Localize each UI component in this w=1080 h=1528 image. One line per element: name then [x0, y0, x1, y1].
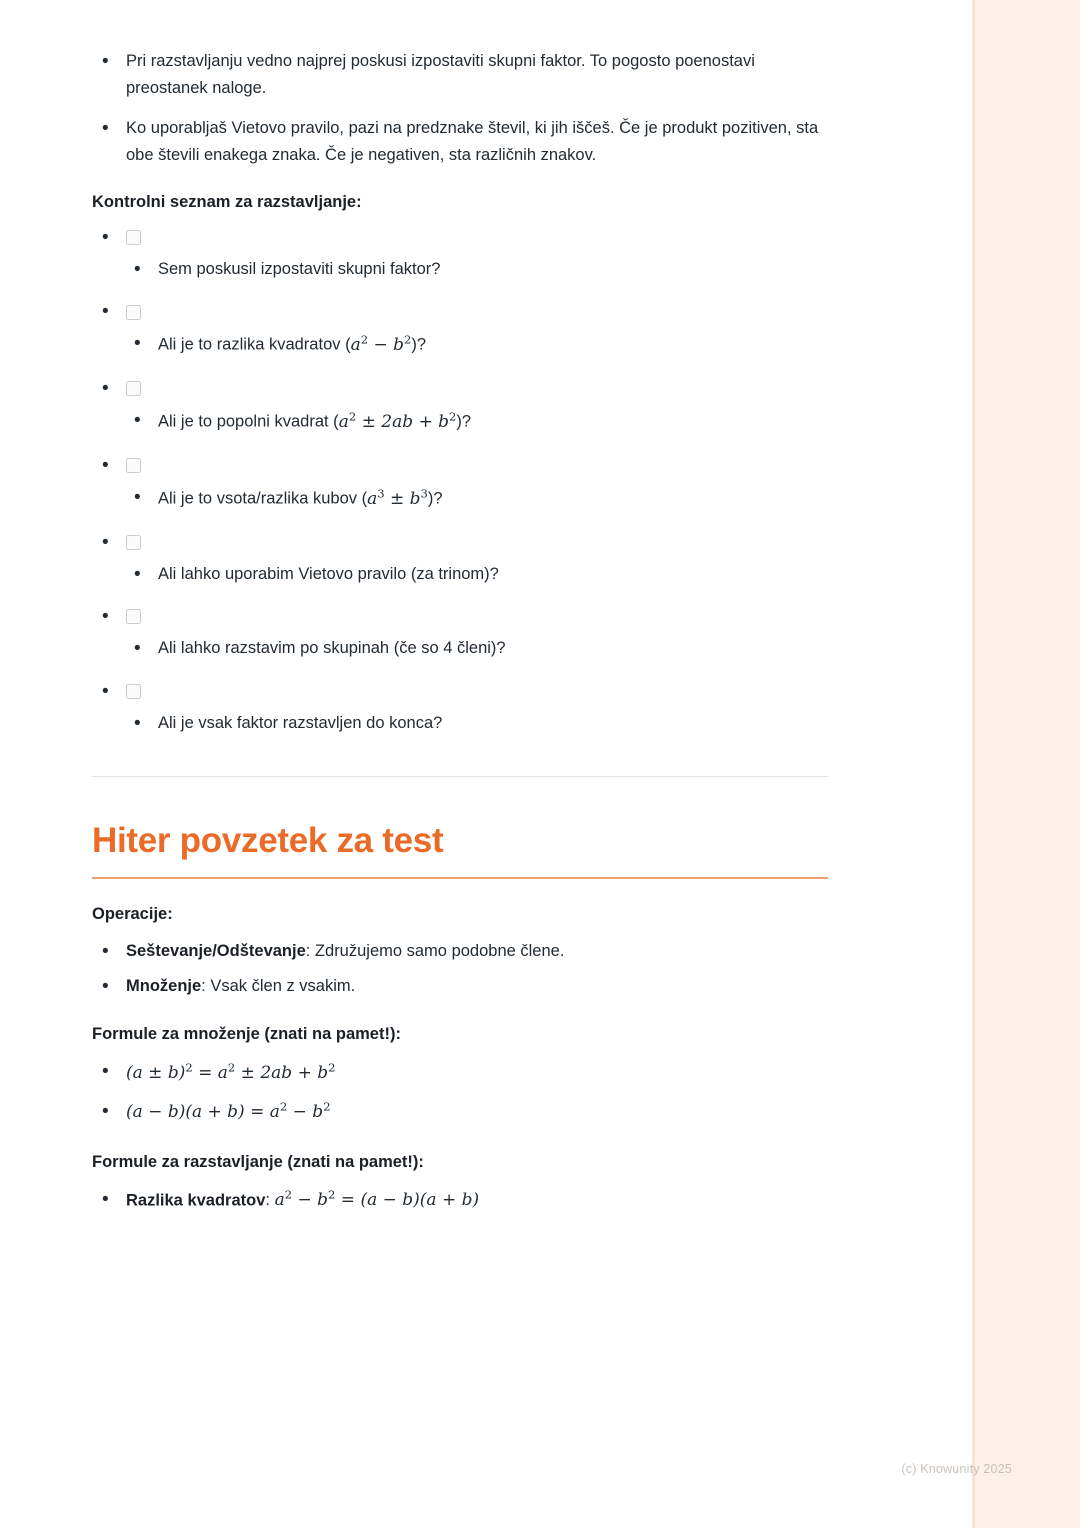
operation-term: Množenje — [126, 976, 202, 995]
right-decorative-rail — [972, 0, 1080, 1528]
list-item — [92, 682, 828, 736]
checklist-item-label: • • Ali je vsak faktor razstavljen do konca? — [126, 710, 828, 736]
checklist-item-label: • • Ali je to razlika kvadratov $(a^2 - b^2)$? — [126, 330, 828, 359]
operation-desc: : Vsak člen z vsakim. — [201, 976, 356, 995]
list-item — [92, 456, 828, 513]
formula-term: Razlika kvadratov — [126, 1191, 266, 1210]
list-item: • Ko uporabljaš Vietovo pravilo, pazi na predznake števil, ki jih iščeš. Če je produkt pozitiven, sta obe števili enakega znaka. Če je negativen, sta različnih znakov. — [92, 115, 828, 168]
checkbox-icon[interactable] — [126, 305, 141, 320]
list-item: • Pri razstavljanju vedno najprej poskusi izpostaviti skupni faktor. To pogosto poenostavi preostanek naloge. — [92, 48, 828, 101]
formula: $(a - b)(a + b) = a^2 - b^2$ — [126, 1099, 331, 1123]
list-item — [92, 228, 828, 282]
section-divider — [92, 776, 828, 777]
checklist-sub-list — [126, 330, 828, 359]
operation-desc: : Združujemo samo podobne člene. — [305, 941, 565, 960]
checklist-item-label: • • Ali je to popolni kvadrat $(a^2 \pm 2ab + b^2)$? — [126, 407, 828, 436]
checkbox-icon[interactable] — [126, 609, 141, 624]
operations-list — [92, 938, 828, 999]
list-item — [92, 302, 828, 359]
checklist-item-label: • • Ali je to vsota/razlika kubov $(a^3 \pm b^3)$? — [126, 484, 828, 513]
factoring-checklist — [92, 228, 828, 736]
list-item — [92, 1098, 828, 1127]
factor-formulas-label: Formule za razstavljanje (znati na pamet!): — [92, 1152, 424, 1171]
checklist-sub-list — [126, 710, 828, 736]
factor-formulas-list — [92, 1186, 828, 1215]
checkbox-icon[interactable] — [126, 535, 141, 550]
checklist-sub-list — [126, 635, 828, 661]
document-content — [92, 0, 828, 1225]
checkbox-icon[interactable] — [126, 230, 141, 245]
checkbox-icon[interactable] — [126, 458, 141, 473]
heading-underline — [92, 877, 828, 879]
checklist-sub-list — [126, 256, 828, 282]
list-item — [92, 973, 828, 1000]
checklist-sub-list — [126, 407, 828, 436]
operations-label: Operacije: — [92, 904, 173, 923]
tips-list — [92, 0, 828, 169]
mult-formulas-list — [92, 1058, 828, 1126]
checkbox-icon[interactable] — [126, 381, 141, 396]
watermark: (c) Knowunity 2025 — [901, 1462, 1012, 1476]
right-rail-line — [972, 0, 975, 1528]
formula: $(a \pm b)^2 = a^2 \pm 2ab + b^2$ — [126, 1060, 336, 1084]
checklist-sub-list — [126, 561, 828, 587]
checklist-title: Kontrolni seznam za razstavljanje: — [92, 192, 362, 211]
checklist-item-label: • • Ali lahko razstavim po skupinah (če so 4 členi)? — [126, 635, 828, 661]
list-item — [92, 938, 828, 965]
checklist-item-label: • • Sem poskusil izpostaviti skupni faktor? — [126, 256, 828, 282]
formula-text: : $a^2 - b^2 = (a - b)(a + b)$ — [265, 1187, 480, 1211]
list-item — [92, 1186, 828, 1215]
list-item — [92, 533, 828, 587]
list-item — [92, 1058, 828, 1087]
checklist-sub-list — [126, 484, 828, 513]
mult-formulas-label: Formule za množenje (znati na pamet!): — [92, 1025, 401, 1044]
list-item — [92, 379, 828, 436]
list-item — [92, 607, 828, 661]
operation-term: Seštevanje/Odštevanje — [126, 941, 306, 960]
checklist-item-label: • • Ali lahko uporabim Vietovo pravilo (za trinom)? — [126, 561, 828, 587]
page-title: Hiter povzetek za test — [92, 820, 444, 860]
checkbox-icon[interactable] — [126, 684, 141, 699]
